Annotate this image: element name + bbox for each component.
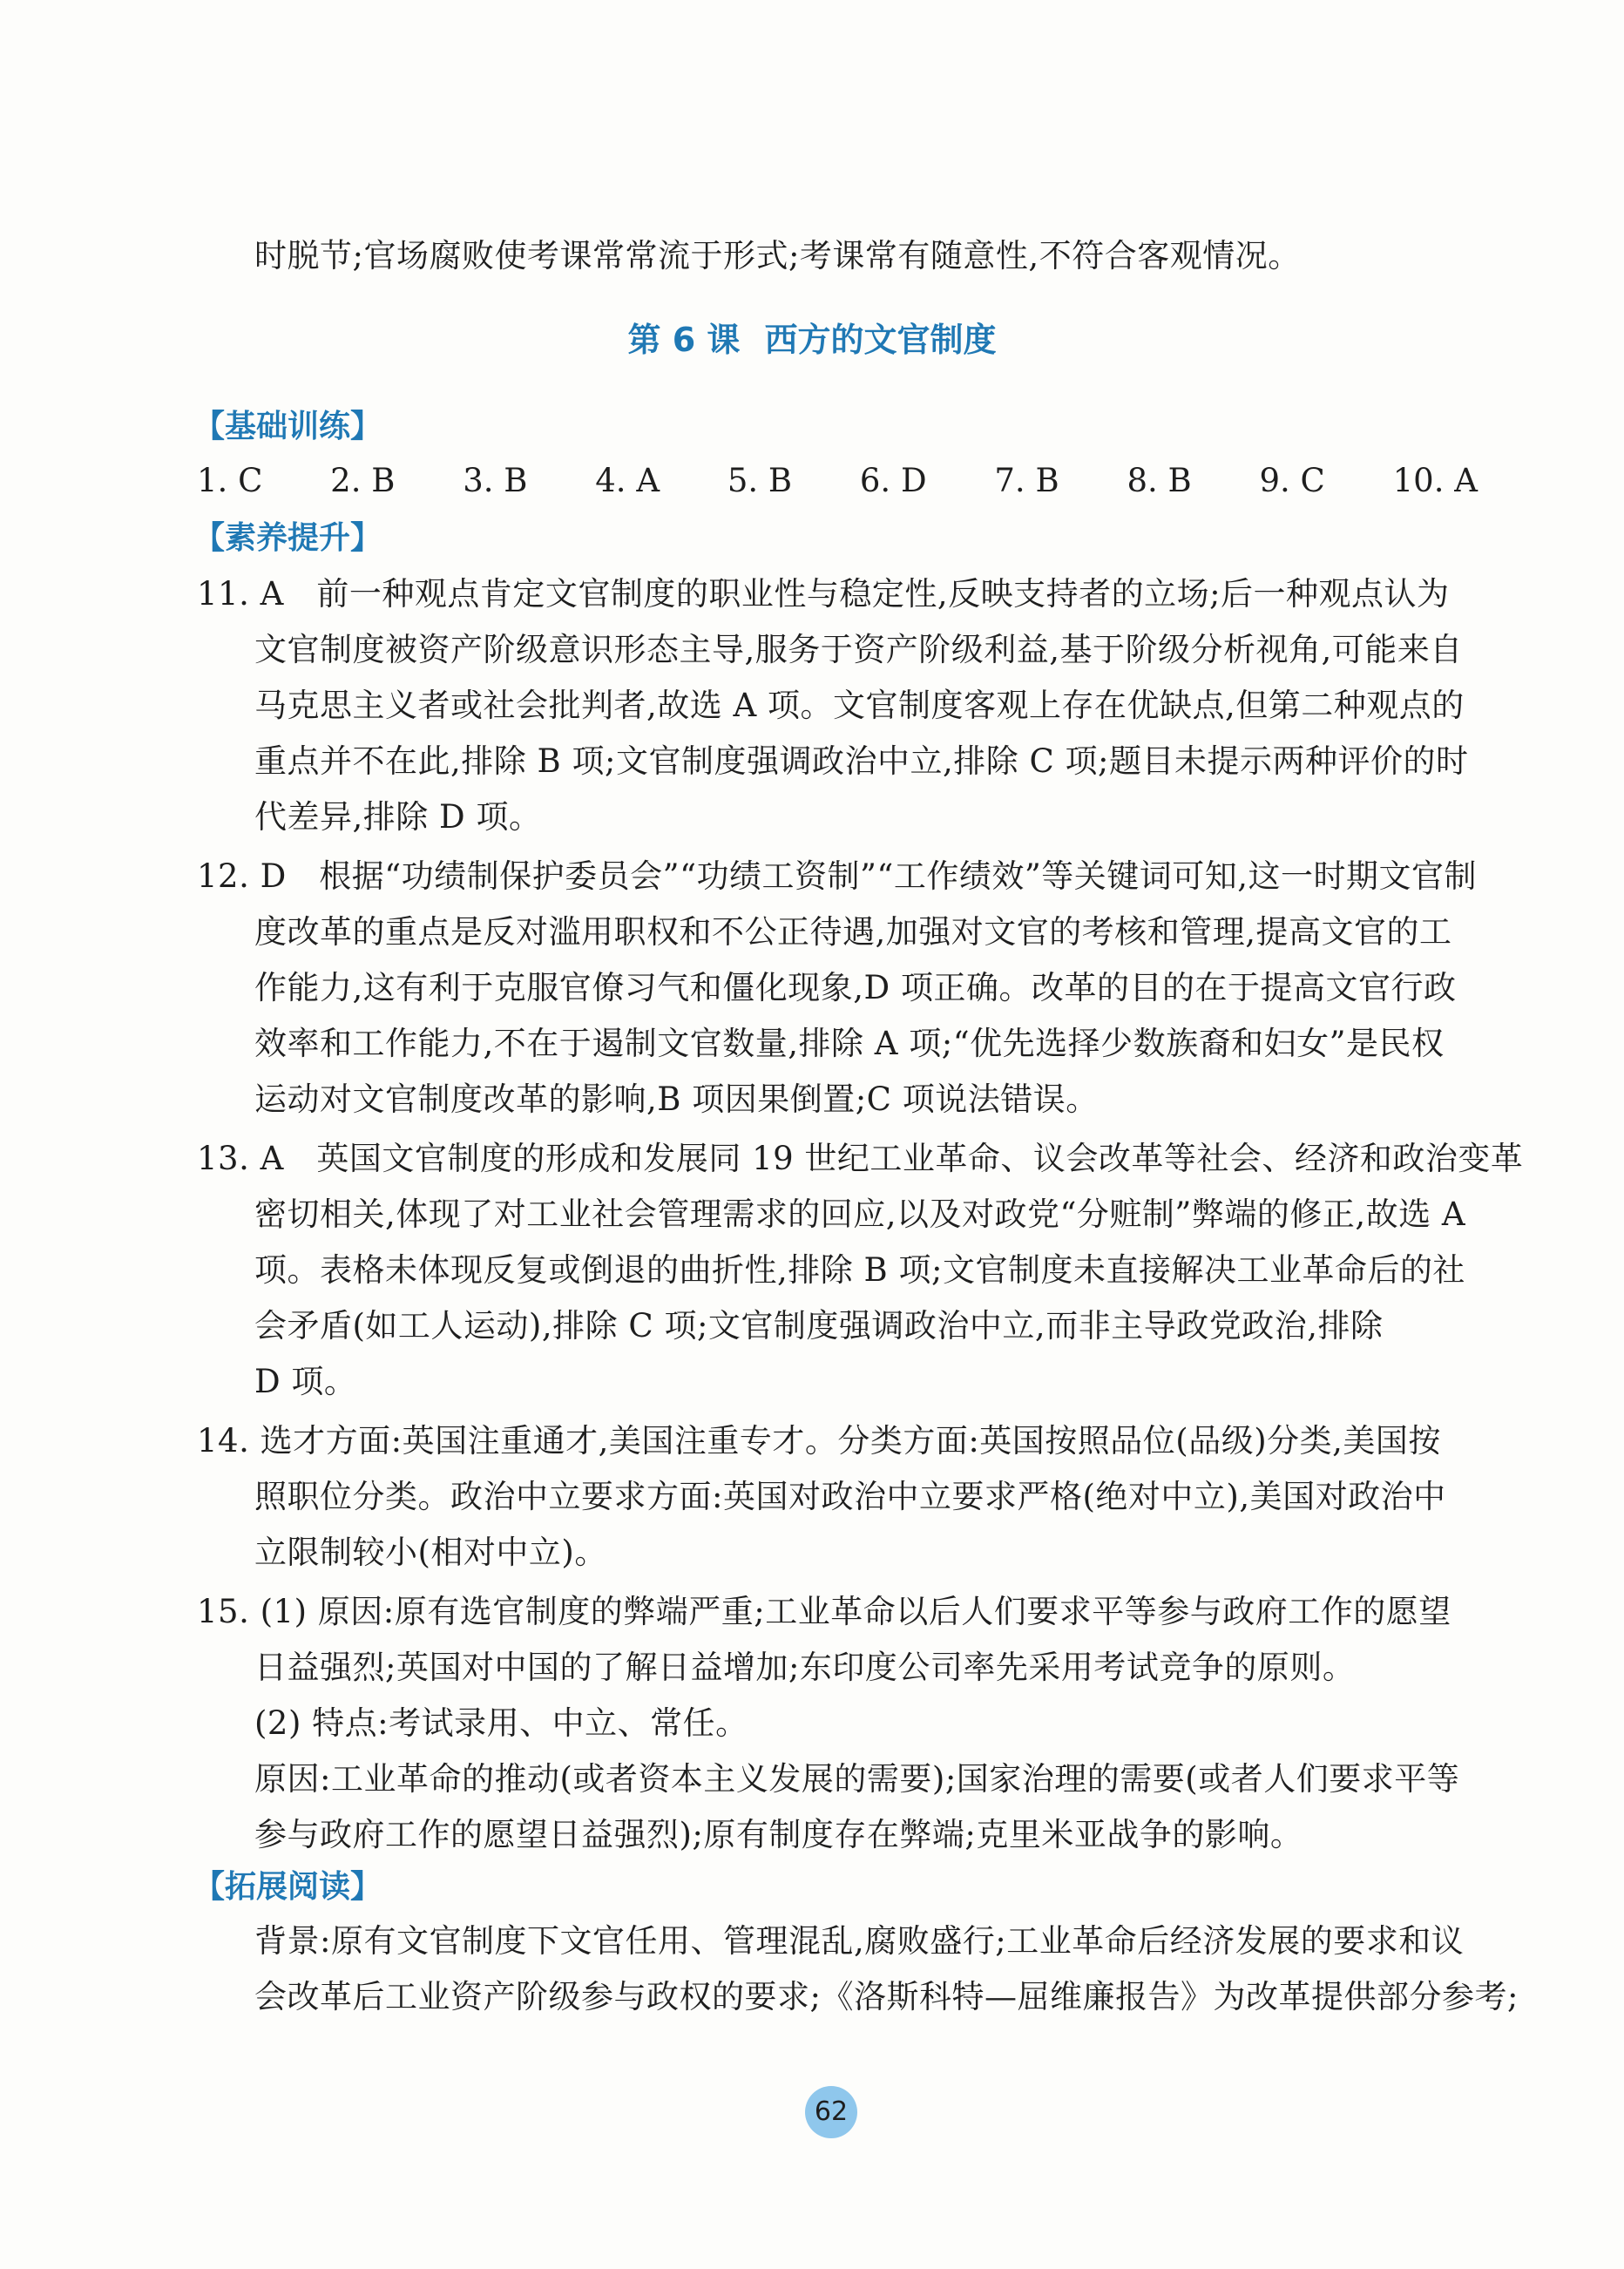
q15-line: 15. (1) 原因:原有选官制度的弊端严重;工业革命以后人们要求平等参与政府工作的愿望 [197, 1593, 1451, 1630]
q13-line: 13. A 英国文官制度的形成和发展同 19 世纪工业革命、议会改革等社会、经济和政治变革 [197, 1140, 1524, 1177]
answer-item: 10. A [1392, 462, 1478, 499]
q15-line: 参与政府工作的愿望日益强烈);原有制度存在弊端;克里米亚战争的影响。 [254, 1816, 1303, 1853]
q11-line: 重点并不在此,排除 B 项;文官制度强调政治中立,排除 C 项;题目未提示两种评价的时 [254, 742, 1469, 780]
q13-line: D 项。 [254, 1363, 357, 1400]
answer-item: 6. D [859, 462, 927, 499]
answer-item: 9. C [1259, 462, 1325, 499]
answer-item: 5. B [727, 462, 793, 499]
answer-item: 1. C [197, 462, 263, 499]
extend-line: 会改革后工业资产阶级参与政权的要求;《洛斯科特—屈维廉报告》为改革提供部分参考; [254, 1978, 1519, 2015]
q14-line: 照职位分类。政治中立要求方面:英国对政治中立要求严格(绝对中立),美国对政治中 [254, 1478, 1446, 1515]
q12-line: 效率和工作能力,不在于遏制文官数量,排除 A 项;“优先选择少数族裔和妇女”是民权 [254, 1025, 1445, 1062]
q14-line: 立限制较小(相对中立)。 [254, 1534, 607, 1571]
q12-line: 12. D 根据“功绩制保护委员会”“功绩工资制”“工作绩效”等关键词可知,这一时期文官制 [197, 857, 1478, 895]
section-quality-improvement: 【素养提升】 [193, 520, 382, 556]
answer-item: 3. B [463, 462, 528, 499]
q11-line: 代差异,排除 D 项。 [254, 798, 542, 836]
answer-item: 4. A [595, 462, 660, 499]
q11-line: 11. A 前一种观点肯定文官制度的职业性与稳定性,反映支持者的立场;后一种观点认为 [197, 575, 1450, 613]
answer-row [197, 453, 1478, 509]
q13-line: 密切相关,体现了对工业社会管理需求的回应,以及对政党“分赃制”弊端的修正,故选 A [254, 1195, 1466, 1233]
q15-line: (2) 特点:考试录用、中立、常任。 [254, 1704, 748, 1742]
answer-item: 7. B [994, 462, 1059, 499]
q12-line: 运动对文官制度改革的影响,B 项因果倒置;C 项说法错误。 [254, 1080, 1099, 1118]
section-extended-reading: 【拓展阅读】 [193, 1869, 382, 1905]
continuation-line: 时脱节;官场腐败使考课常常流于形式;考课常有随意性,不符合客观情况。 [254, 237, 1301, 274]
q13-line: 项。表格未体现反复或倒退的曲折性,排除 B 项;文官制度未直接解决工业革命后的社 [254, 1251, 1465, 1289]
page-number-badge: 62 [805, 2086, 857, 2138]
section-basic-training: 【基础训练】 [193, 409, 382, 444]
q14-line: 14. 选才方面:英国注重通才,美国注重专才。分类方面:英国按照品位(品级)分类,美国按 [197, 1422, 1441, 1460]
q11-line: 马克思主义者或社会批判者,故选 A 项。文官制度客观上存在优缺点,但第二种观点的 [254, 687, 1465, 724]
q12-line: 作能力,这有利于克服官僚习气和僵化现象,D 项正确。改革的目的在于提高文官行政 [254, 969, 1457, 1006]
answer-item: 2. B [330, 462, 396, 499]
answer-item: 8. B [1127, 462, 1192, 499]
lesson-name: 西方的文官制度 [764, 321, 997, 359]
lesson-title [0, 314, 1624, 366]
extend-line: 背景:原有文官制度下文官任用、管理混乱,腐败盛行;工业革命后经济发展的要求和议 [254, 1922, 1465, 1960]
q11-line: 文官制度被资产阶级意识形态主导,服务于资产阶级利益,基于阶级分析视角,可能来自 [254, 631, 1463, 668]
lesson-number: 第 6 课 [627, 321, 741, 359]
q12-line: 度改革的重点是反对滥用职权和不公正待遇,加强对文官的考核和管理,提高文官的工 [254, 913, 1452, 951]
q13-line: 会矛盾(如工人运动),排除 C 项;文官制度强调政治中立,而非主导政党政治,排除 [254, 1307, 1384, 1344]
q15-line: 原因:工业革命的推动(或者资本主义发展的需要);国家治理的需要(或者人们要求平等 [254, 1760, 1460, 1798]
q15-line: 日益强烈;英国对中国的了解日益增加;东印度公司率先采用考试竞争的原则。 [254, 1649, 1356, 1686]
